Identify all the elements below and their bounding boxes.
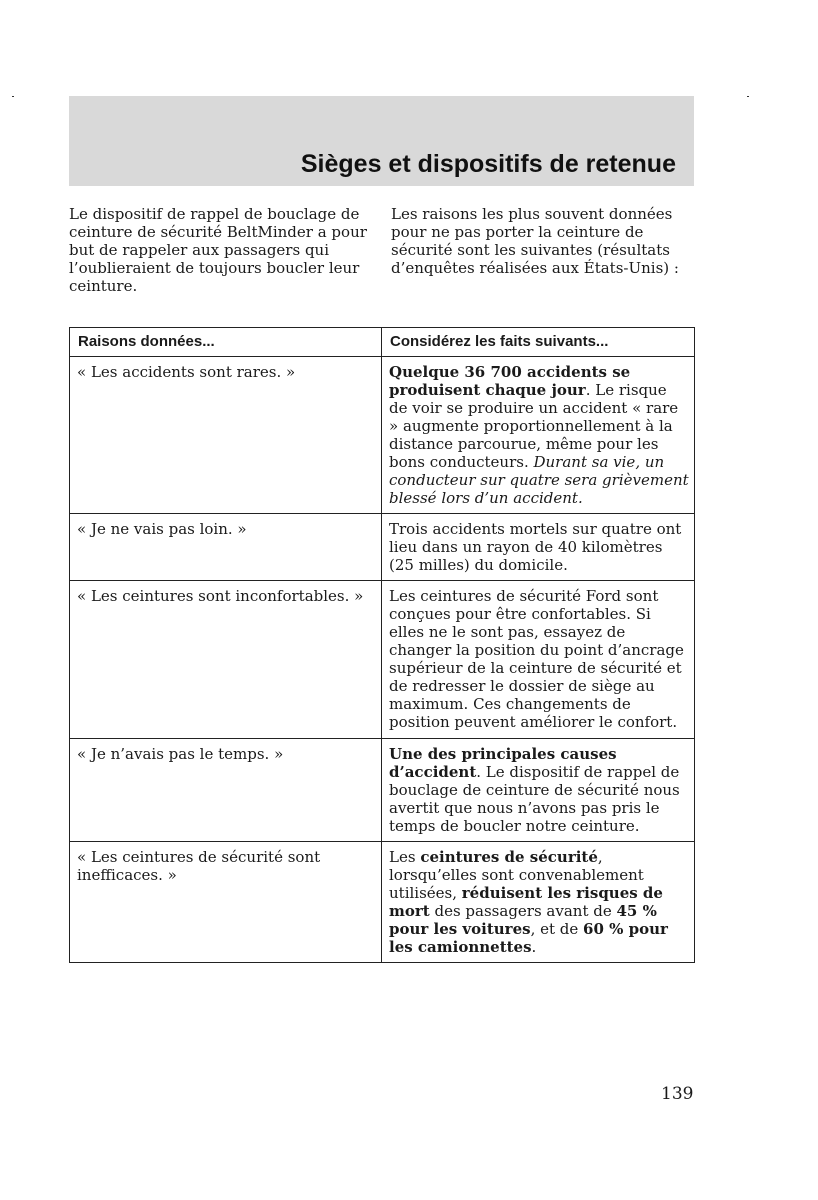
table-row bbox=[70, 842, 695, 963]
reason-cell: « Les ceintures sont inconfortables. » bbox=[70, 581, 382, 739]
reason-cell: « Je n’avais pas le temps. » bbox=[70, 739, 382, 842]
fact-text: . Le risque de voir se produire un accident « rare » augmente proportionnellement à la distance parcourue, même pour les bons conducteurs. bbox=[389, 381, 679, 471]
fact-cell bbox=[382, 357, 695, 514]
fact-text: Les bbox=[389, 848, 421, 866]
section-title: Sièges et dispositifs de retenue bbox=[300, 150, 676, 178]
intro-paragraph-right: Les raisons les plus souvent données pour ne pas porter la ceinture de sécurité sont les suivantes (résultats d’enquêtes réalisées aux États-Unis) : bbox=[391, 205, 679, 277]
fact-text: . bbox=[531, 938, 537, 956]
column-header-reasons: Raisons données... bbox=[70, 328, 382, 357]
fact-bold: ceintures de sécurité bbox=[420, 848, 598, 866]
page-number: 139 bbox=[661, 1084, 694, 1104]
table-row bbox=[70, 357, 695, 514]
table-row bbox=[70, 514, 695, 581]
fact-text: Trois accidents mortels sur quatre ont lieu dans un rayon de 40 kilomètres (25 milles) du domicile. bbox=[389, 520, 682, 574]
fact-text: , et de bbox=[530, 920, 584, 938]
section-header bbox=[69, 96, 694, 186]
fact-bold: 60 % pour les camionnettes bbox=[389, 920, 668, 956]
fact-bold: Une des principales causes d’accident bbox=[389, 745, 617, 781]
fact-text: des passagers avant de bbox=[429, 902, 617, 920]
fact-cell bbox=[382, 581, 695, 739]
fact-text: . Le dispositif de rappel de bouclage de ceinture de sécurité nous avertit que nous n’avons pas pris le temps de boucler notre ceinture. bbox=[389, 763, 680, 835]
fact-cell bbox=[382, 842, 695, 963]
table-header-row bbox=[70, 328, 695, 357]
intro-paragraph-left: Le dispositif de rappel de bouclage de ceinture de sécurité BeltMinder a pour but de rappeler aux passagers qui l’oublieraient de toujours boucler leur ceinture. bbox=[69, 205, 367, 295]
fact-bold: réduisent les risques de mort bbox=[389, 884, 663, 920]
fact-text: Les ceintures de sécurité Ford sont conçues pour être confortables. Si elles ne le sont pas, essayez de changer la position du point d’ancrage supérieur de la ceinture de sécurité et de redresser le dossier de siège au maximum. Ces changements de position peuvent améliorer le confort. bbox=[389, 587, 684, 731]
fact-italic: Durant sa vie, un conducteur sur quatre sera grièvement blessé lors d’un accident. bbox=[389, 453, 689, 507]
fact-cell bbox=[382, 739, 695, 842]
reasons-facts-table bbox=[69, 327, 695, 963]
crop-mark-right bbox=[747, 96, 749, 97]
crop-mark-left bbox=[12, 96, 14, 97]
column-header-facts: Considérez les faits suivants... bbox=[382, 328, 695, 357]
reason-cell: « Je ne vais pas loin. » bbox=[70, 514, 382, 581]
fact-cell bbox=[382, 514, 695, 581]
fact-bold: 45 % pour les voitures bbox=[389, 902, 657, 938]
table-row bbox=[70, 581, 695, 739]
fact-bold: Quelque 36 700 accidents se produisent chaque jour bbox=[389, 363, 631, 399]
reason-cell: « Les accidents sont rares. » bbox=[70, 357, 382, 514]
table-row bbox=[70, 739, 695, 842]
fact-text: , lorsqu’elles sont convenablement utilisées, bbox=[389, 848, 644, 902]
reason-cell: « Les ceintures de sécurité sont inefficaces. » bbox=[70, 842, 382, 963]
